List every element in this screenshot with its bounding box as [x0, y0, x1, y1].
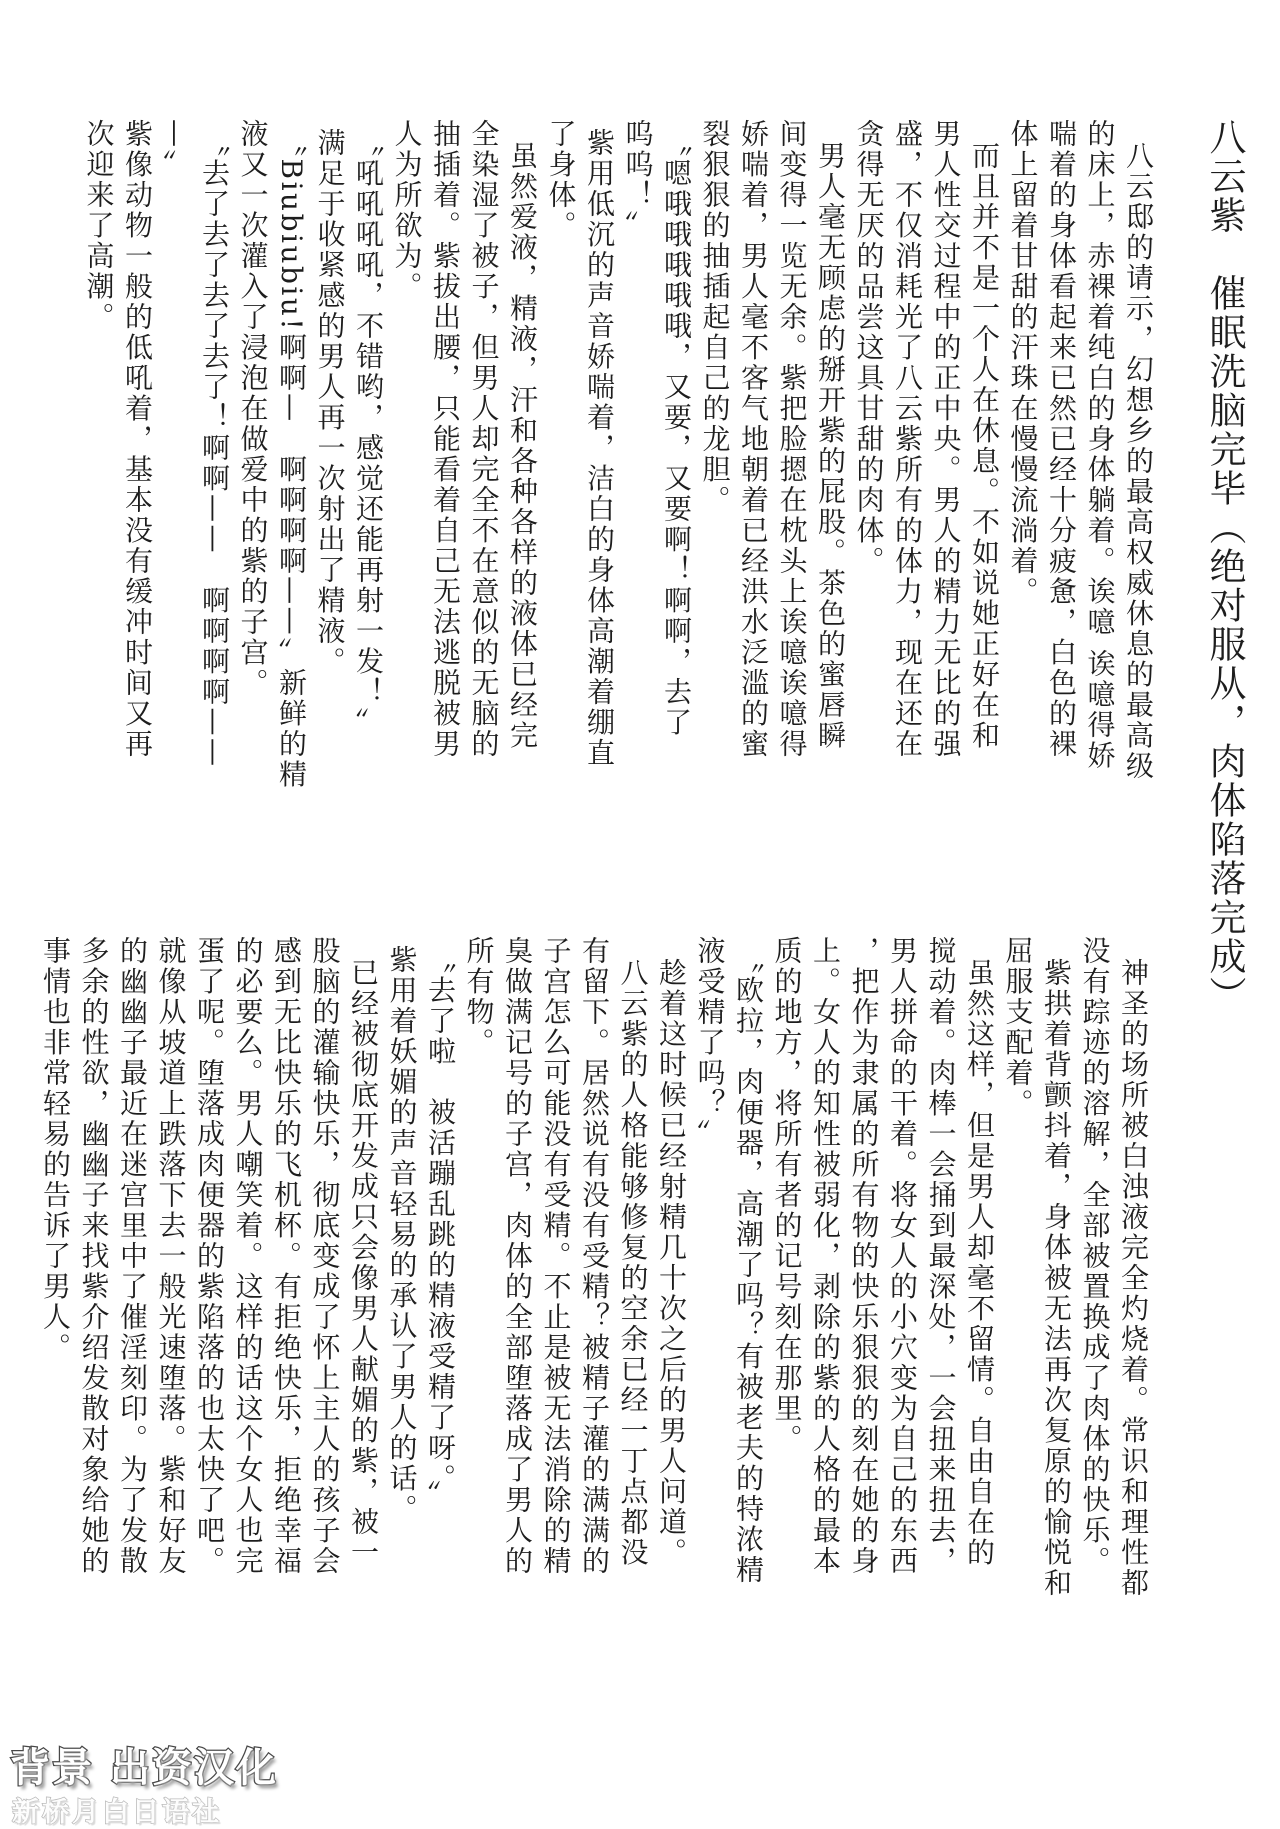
story-title: 八云紫 催眠洗脑完毕（绝对服从，肉体陷落完成）	[1203, 118, 1246, 1015]
text-column: 八云邸的请示，幻想乡的最高权威休息的最高级	[1122, 141, 1155, 782]
text-column: 的幽幽子最近在迷宫里中了催淫刻印。为了发散	[116, 936, 149, 1577]
text-column: 男人性交过程中的正中央。男人的精力无比的强	[929, 119, 963, 760]
text-column: 男人毫无顾虑的掰开紫的屁股。茶色的蜜唇瞬	[814, 141, 847, 751]
text-column: 股脑的灌输快乐，彻底变成了怀上主人的孩子会	[308, 936, 342, 1577]
text-column: 紫像动物一般的低吼着，基本没有缓冲时间又再	[121, 119, 154, 760]
text-column: 〝去了啦 被活蹦乱跳的精液受精了呀。〟	[424, 945, 457, 1511]
text-column: 〝嗯哦哦哦哦哦，又要，又要啊！啊啊，去了	[660, 128, 693, 738]
text-column: 抽插着。紫拔出腰，只能看着自己无法逃脱被男	[429, 119, 462, 760]
text-column: 上。女人的知性被弱化，剥除的紫的人格的最本	[809, 936, 842, 1577]
text-column: 娇喘着，男人毫不客气地朝着已经洪水泛滥的蜜	[737, 119, 770, 760]
text-column: 〝Biubiubiu!啊啊— 啊啊啊啊——〟新鲜的精	[275, 128, 308, 790]
text-column: 虽然爱液，精液，汗和各种各样的液体已经完	[506, 141, 539, 751]
text-column: 有留下。居然说有没有受精？被精子灌的满满的	[578, 936, 611, 1577]
text-column: 所有物。	[462, 936, 496, 1058]
story-text-block-top	[79, 119, 1157, 795]
text-column: 已经被彻底开发成只会像男人献媚的紫，被一	[347, 958, 380, 1568]
text-column: 〝欧拉，肉便器，高潮了吗？有被老夫的特浓精	[732, 945, 765, 1586]
text-column: 次迎来了高潮。	[82, 119, 116, 333]
text-column: 间变得一览无余。紫把脸摁在枕头上诶噫诶噫得	[775, 119, 809, 760]
text-column: 紫用着妖媚的声音轻易的承认了男人的话。	[385, 945, 419, 1525]
text-column: 子宫怎么可能没有受精。不止是被无法消除的精	[539, 936, 573, 1577]
text-column: 紫拱着背颤抖着，身体被无法再次复原的愉悦和	[1040, 958, 1073, 1599]
text-column: 男人拼命的干着。将女人的小穴变为自己的东西	[886, 936, 919, 1577]
story-text-block-bottom	[35, 936, 1152, 1600]
text-column: 蛋了呢。堕落成肉便器的紫陷落的也太快了吧。	[193, 936, 226, 1577]
text-column: 趁着这时候已经射精几十次之后的男人问道。	[655, 958, 688, 1568]
text-column: 事情也非常轻易的告诉了男人。	[39, 936, 72, 1363]
text-column: 质的地方，将所有者的记号刻在那里。	[770, 936, 804, 1455]
text-column: 臭做满记号的子宫，肉体的全部堕落成了男人的	[501, 936, 534, 1577]
text-column: 体上留着甘甜的汗珠在慢慢流淌着。	[1006, 119, 1040, 607]
text-column: 〝吼吼吼吼，不错哟，感觉还能再射一发！〟	[352, 128, 385, 738]
text-column: 就像从坡道上跌落下去一般光速堕落。紫和好友	[154, 936, 188, 1577]
text-column: 盛，不仅消耗光了八云紫所有的体力，现在还在	[891, 119, 924, 760]
text-column: 了身体。	[544, 119, 578, 241]
text-column: 〝去了去了去了去了！啊啊—— 啊啊啊啊——	[198, 128, 231, 769]
text-column: 紫用低沉的声音娇喘着，洁白的身体高潮着绷直	[583, 128, 616, 769]
text-column: 贪得无厌的品尝这具甘甜的肉体。	[852, 119, 886, 577]
text-column: 裂狠狠的抽插起自己的龙胆。	[698, 119, 732, 516]
text-column: 的床上，赤裸着纯白的身体躺着。诶噫 诶噫得娇	[1083, 119, 1117, 771]
text-column: 八云紫的人格能够修复的空余已经一丁点都没	[616, 958, 650, 1568]
text-column: —〟	[159, 119, 193, 180]
text-column: 虽然这样，但是男人却毫不留情。自由自在的	[963, 958, 996, 1568]
text-column: 的必要么。男人嘲笑着。这样的话这个女人也完	[231, 936, 265, 1577]
translation-credit: 背景 出资汉化	[10, 1745, 278, 1791]
text-column: 呜呜！〟	[621, 119, 655, 241]
text-column: 而且并不是一个人在休息。不如说她正好在和	[968, 141, 1001, 751]
text-column: 多余的性欲，幽幽子来找紫介绍发散对象给她的	[77, 936, 111, 1577]
text-column: 液受精了吗？〟	[693, 936, 727, 1150]
text-column: 搅动着。肉棒一会捅到最深处，一会扭来扭去，	[924, 936, 958, 1577]
text-column: 屈服支配着。	[1001, 936, 1035, 1119]
text-column: 没有踪迹的溶解，全部被置换成了肉体的快乐。	[1078, 936, 1112, 1577]
text-column: 满足于收紧感的男人再一次射出了精液。	[313, 128, 347, 677]
text-column: 喘着的身体看起来已然已经十分疲惫，白色的裸	[1045, 119, 1078, 760]
text-column: 全染湿了被子，但男人却完全不在意似的无脑的	[467, 119, 501, 760]
text-column: ，把作为隶属的所有物的快乐狠狠的刻在她的身	[847, 936, 881, 1577]
text-column: 感到无比快乐的飞机杯。有拒绝快乐，拒绝幸福	[270, 936, 303, 1577]
text-column: 人为所欲为。	[390, 119, 424, 302]
text-column: 神圣的场所被白浊液完全灼烧着。常识和理性都	[1117, 958, 1150, 1599]
translation-group-name: 新桥月白日语社	[12, 1797, 222, 1828]
text-column: 液又一次灌入了浸泡在做爱中的紫的子宫。	[236, 119, 270, 699]
